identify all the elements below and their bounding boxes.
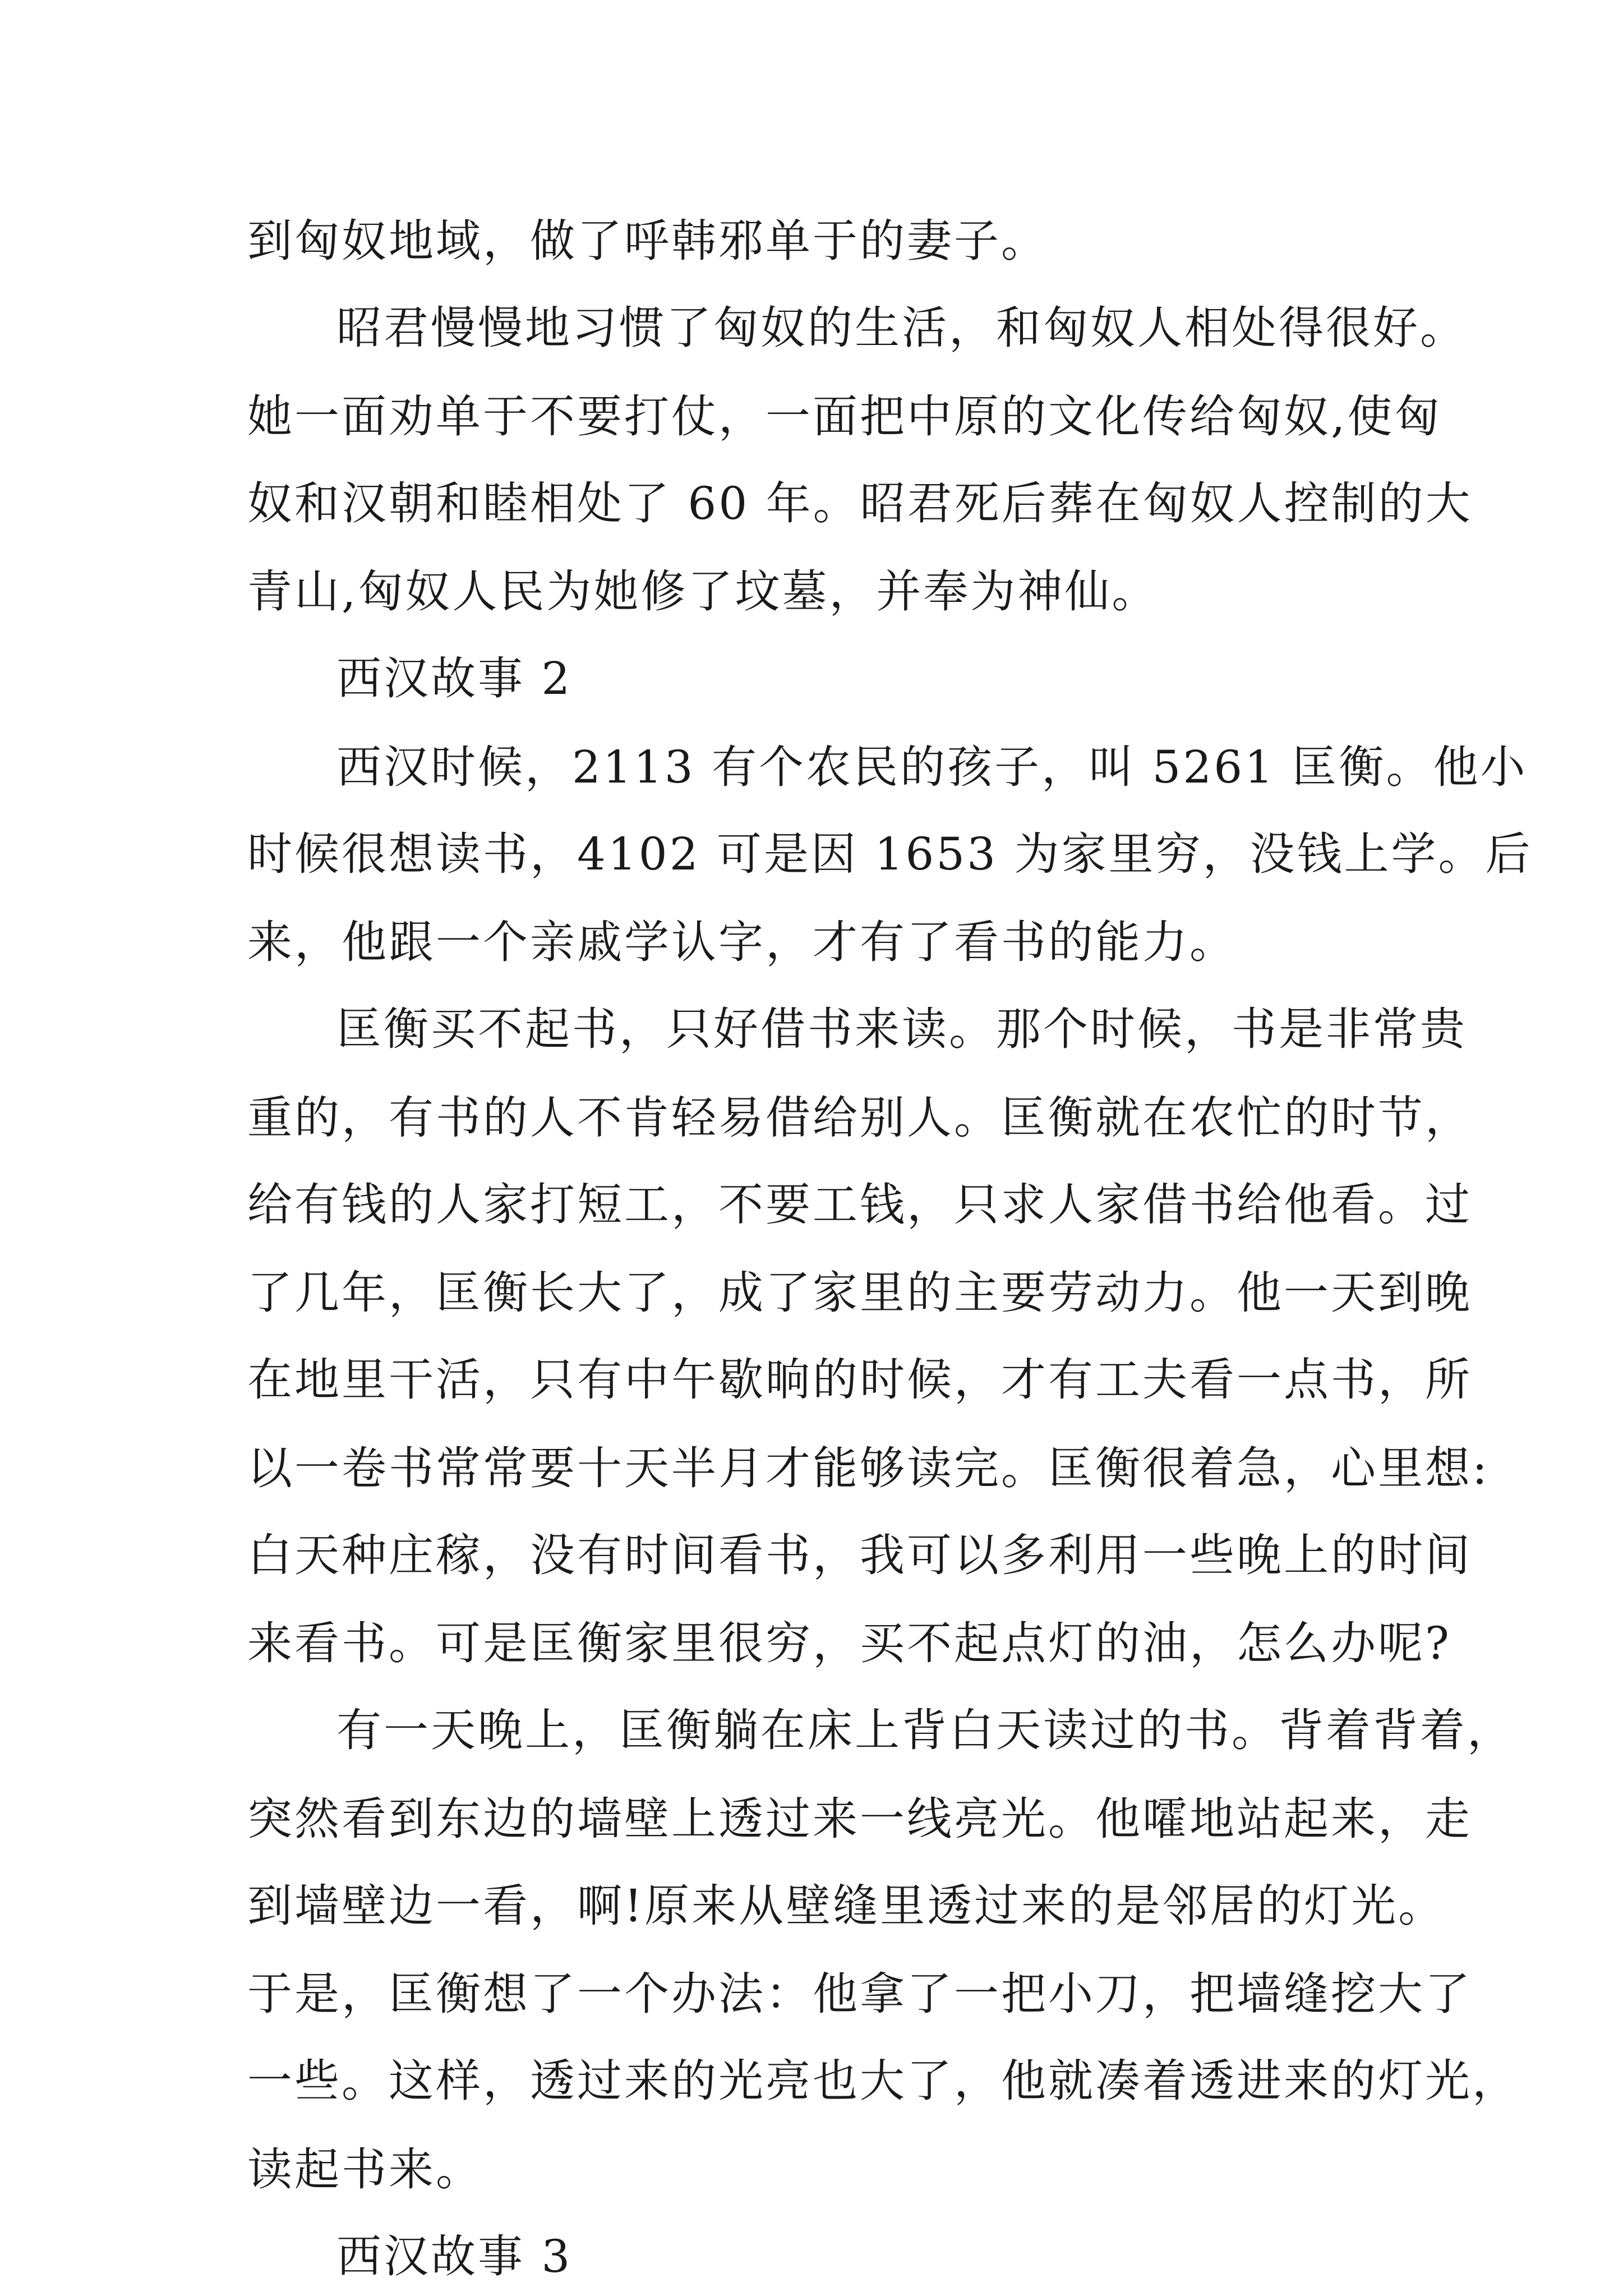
text-line: 到匈奴地域，做了呼韩邪单于的妻子。 (247, 215, 1048, 267)
paragraph-first-line: 匡衡买不起书，只好借书来读。那个时候，书是非常贵 (336, 1003, 1467, 1055)
text-line: 来，他跟一个亲戚学认字，才有了看书的能力。 (247, 916, 1237, 968)
text-line: 了几年，匡衡长大了，成了家里的主要劳动力。他一天到晚 (247, 1267, 1472, 1319)
paragraph-first-line: 西汉时候，2113 有个农民的孩子，叫 5261 匡衡。他小 (336, 741, 1528, 793)
section-heading: 西汉故事 2 (336, 652, 573, 705)
text-line: 重的，有书的人不肯轻易借给别人。匡衡就在农忙的时节， (247, 1092, 1472, 1144)
text-line: 到墙壁边一看，啊!原来从壁缝里透过来的是邻居的灯光。 (247, 1880, 1446, 1932)
paragraph-first-line: 昭君慢慢地习惯了匈奴的生活，和匈奴人相处得很好。 (336, 302, 1467, 354)
text-line: 奴和汉朝和睦相处了 60 年。昭君死后葬在匈奴人控制的大 (247, 477, 1473, 530)
text-line: 青山,匈奴人民为她修了坟墓，并奉为神仙。 (247, 565, 1159, 618)
text-line: 在地里干活，只有中午歇晌的时候，才有工夫看一点书，所 (247, 1354, 1472, 1406)
paragraph-first-line: 有一天晚上，匡衡躺在床上背白天读过的书。背着背着， (336, 1704, 1514, 1756)
text-line: 时候很想读书，4102 可是因 1653 为家里穷，没钱上学。后 (247, 828, 1533, 880)
text-line: 她一面劝单于不要打仗，一面把中原的文化传给匈奴,使匈 (247, 390, 1442, 443)
text-line: 白天种庄稼，没有时间看书，我可以多利用一些晚上的时间 (247, 1529, 1472, 1581)
text-line: 以一卷书常常要十天半月才能够读完。匡衡很着急，心里想: (247, 1442, 1490, 1494)
text-line: 读起书来。 (247, 2143, 483, 2196)
text-line: 来看书。可是匡衡家里很穷，买不起点灯的油，怎么办呢? (247, 1617, 1451, 1669)
section-heading: 西汉故事 3 (336, 2230, 573, 2283)
text-line: 突然看到东边的墙壁上透过来一线亮光。他嚯地站起来，走 (247, 1793, 1472, 1845)
text-line: 于是，匡衡想了一个办法：他拿了一把小刀，把墙缝挖大了 (247, 1968, 1472, 2020)
text-line: 给有钱的人家打短工，不要工钱，只求人家借书给他看。过 (247, 1179, 1472, 1231)
text-line: 一些。这样，透过来的光亮也大了，他就凑着透进来的灯光， (247, 2055, 1519, 2107)
